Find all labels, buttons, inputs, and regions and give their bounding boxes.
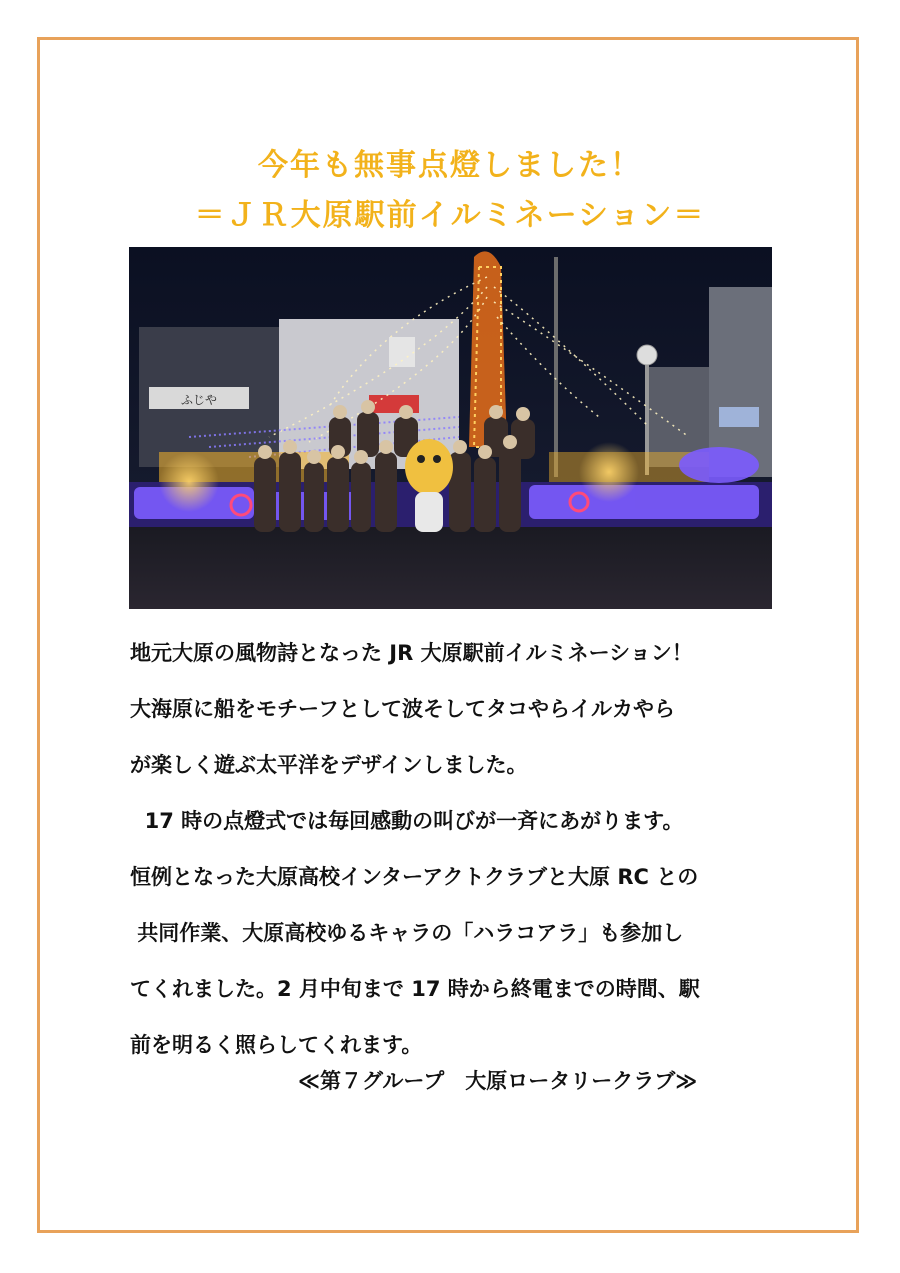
body-line: 前を明るく照らしてくれます。	[130, 1033, 423, 1057]
body-line: 恒例となった大原高校インターアクトクラブと大原 RC との	[130, 865, 699, 889]
body-line: 17 時の点燈式では毎回感動の叫びが一斉にあがります。	[130, 809, 684, 833]
shop-sign-text: ふじや	[180, 393, 218, 407]
title-line-2: ＝ＪＲ大原駅前イルミネーション＝	[194, 198, 706, 233]
signature: ≪第７グループ 大原ロータリークラブ≫	[298, 1069, 698, 1093]
body-line: 地元大原の風物詩となった JR 大原駅前イルミネーション！	[130, 641, 693, 665]
illumination-photo	[129, 247, 772, 609]
body-line: 共同作業、大原高校ゆるキャラの「ハラコアラ」も参加し	[130, 921, 684, 945]
body-line: 大海原に船をモチーフとして波そしてタコやらイルカやら	[130, 697, 675, 721]
body-line: が楽しく遊ぶ太平洋をデザインしました。	[130, 753, 528, 777]
body-text	[130, 625, 780, 1073]
title-line-1: 今年も無事点燈しました！	[258, 148, 642, 183]
body-line: てくれました。2 月中旬まで 17 時から終電までの時間、駅	[130, 977, 700, 1001]
